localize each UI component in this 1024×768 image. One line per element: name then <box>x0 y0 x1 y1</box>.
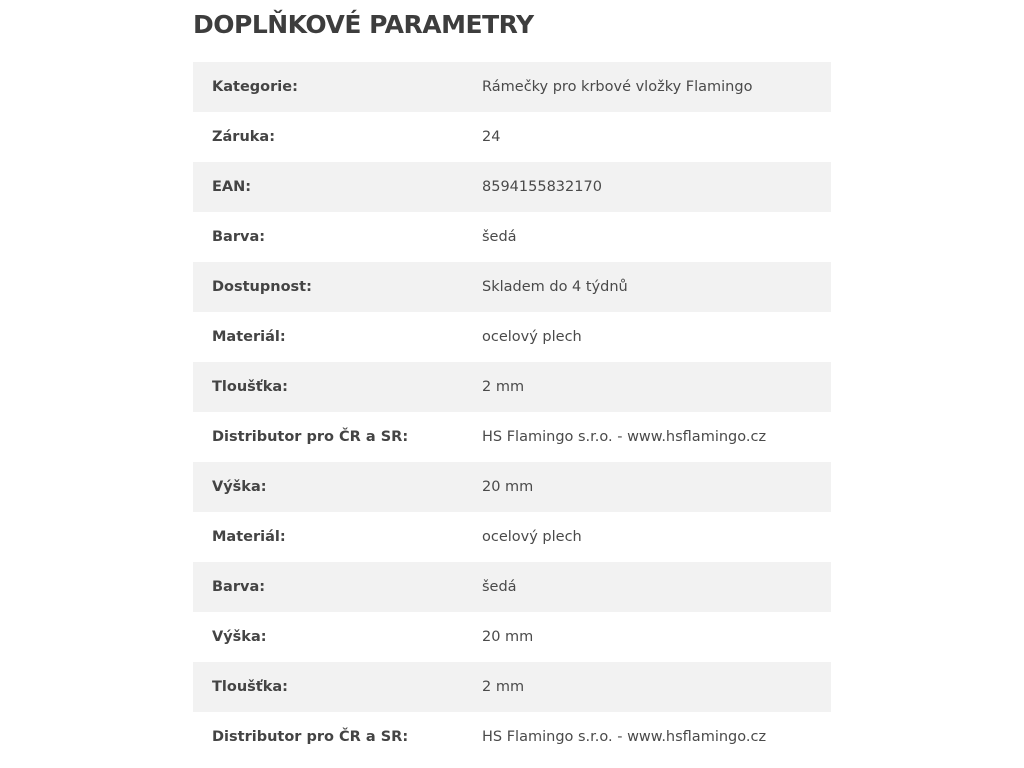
table-row <box>193 112 831 162</box>
table-row <box>193 712 831 762</box>
parameter-value: Rámečky pro krbové vložky Flamingo <box>482 79 753 95</box>
parameter-value: ocelový plech <box>482 529 582 545</box>
table-row <box>193 462 831 512</box>
parameter-value: šedá <box>482 229 517 245</box>
parameter-label: Barva: <box>212 229 266 245</box>
parameter-label: Distributor pro ČR a SR: <box>212 729 409 745</box>
parameter-value: HS Flamingo s.r.o. - www.hsflamingo.cz <box>482 729 767 745</box>
table-row <box>193 562 831 612</box>
table-row <box>193 212 831 262</box>
table-row <box>193 662 831 712</box>
parameter-label: EAN: <box>212 179 252 195</box>
parameter-value: Skladem do 4 týdnů <box>482 279 628 295</box>
parameter-value: šedá <box>482 579 517 595</box>
parameter-label: Materiál: <box>212 329 286 345</box>
table-row <box>193 612 831 662</box>
parameter-label: Výška: <box>212 629 267 645</box>
parameter-value: 24 <box>482 129 501 145</box>
parameter-value: 2 mm <box>482 379 525 395</box>
table-row <box>193 412 831 462</box>
parameter-label: Barva: <box>212 579 266 595</box>
table-row <box>193 262 831 312</box>
table-row <box>193 62 831 112</box>
parameter-value: ocelový plech <box>482 329 582 345</box>
section-title: DOPLŇKOVÉ PARAMETRY <box>193 10 534 39</box>
parameters-table-body <box>193 62 831 762</box>
parameter-value: 8594155832170 <box>482 179 602 195</box>
parameter-label: Výška: <box>212 479 267 495</box>
table-row <box>193 362 831 412</box>
parameter-label: Záruka: <box>212 129 275 145</box>
parameter-label: Kategorie: <box>212 79 298 95</box>
parameters-table <box>193 62 831 762</box>
parameter-value: 20 mm <box>482 629 534 645</box>
parameter-label: Materiál: <box>212 529 286 545</box>
parameter-label: Tloušťka: <box>212 379 288 395</box>
parameter-value: HS Flamingo s.r.o. - www.hsflamingo.cz <box>482 429 767 445</box>
table-row <box>193 512 831 562</box>
parameter-label: Tloušťka: <box>212 679 288 695</box>
parameter-value: 2 mm <box>482 679 525 695</box>
table-row <box>193 312 831 362</box>
parameter-value: 20 mm <box>482 479 534 495</box>
parameter-label: Distributor pro ČR a SR: <box>212 429 409 445</box>
parameter-label: Dostupnost: <box>212 279 312 295</box>
additional-parameters-section <box>193 0 831 762</box>
table-row <box>193 162 831 212</box>
